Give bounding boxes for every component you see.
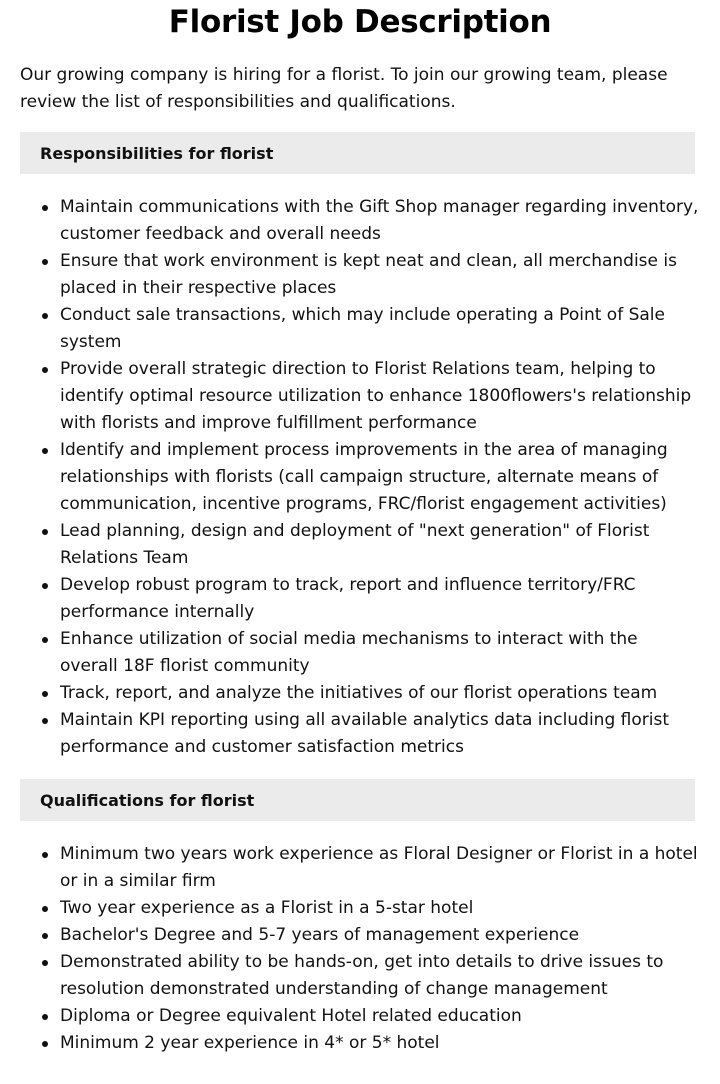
responsibilities-heading — [20, 132, 695, 174]
list-item-text: Maintain communications with the Gift Shop manager regarding inventory, customer feedback and overall needs — [60, 197, 699, 244]
list-item-text: Demonstrated ability to be hands-on, get into details to drive issues to resolution demonstrated understanding of change management — [60, 952, 664, 999]
bullet-icon — [42, 367, 48, 373]
list-item — [20, 707, 700, 761]
list-item-text: Identify and implement process improvements in the area of managing relationships with florists (call campaign structure, alternate means of communication, incentive programs, FRC/florist engagement activities) — [60, 440, 668, 514]
list-item-text: Provide overall strategic direction to Florist Relations team, helping to identify optimal resource utilization to enhance 1800flowers's relationship with florists and improve fulfillment performance — [60, 359, 692, 433]
list-item — [20, 626, 700, 680]
list-item-text: Maintain KPI reporting using all available analytics data including florist performance and customer satisfaction metrics — [60, 710, 669, 757]
list-item — [20, 356, 700, 437]
bullet-icon — [42, 583, 48, 589]
list-item — [20, 518, 700, 572]
list-item — [20, 949, 700, 1003]
bullet-icon — [42, 637, 48, 643]
bullet-icon — [42, 259, 48, 265]
bullet-icon — [42, 960, 48, 966]
list-item — [20, 895, 700, 922]
list-item-text: Develop robust program to track, report and influence territory/FRC performance internally — [60, 575, 636, 622]
list-item — [20, 572, 700, 626]
bullet-icon — [42, 205, 48, 211]
list-item — [20, 841, 700, 895]
bullet-icon — [42, 313, 48, 319]
bullet-icon — [42, 448, 48, 454]
qualifications-heading — [20, 779, 695, 821]
qualifications-heading-text: Qualifications for florist — [40, 790, 255, 810]
list-item — [20, 1030, 700, 1057]
bullet-icon — [42, 852, 48, 858]
list-item-text: Diploma or Degree equivalent Hotel related education — [60, 1006, 522, 1026]
list-item-text: Track, report, and analyze the initiatives of our florist operations team — [60, 683, 658, 703]
bullet-icon — [42, 933, 48, 939]
list-item-text: Lead planning, design and deployment of "next generation" of Florist Relations Team — [60, 521, 650, 568]
bullet-icon — [42, 1041, 48, 1047]
bullet-icon — [42, 1014, 48, 1020]
bullet-icon — [42, 529, 48, 535]
intro-paragraph: Our growing company is hiring for a florist. To join our growing team, please review the list of responsibilities and qualifications. — [20, 65, 668, 112]
bullet-icon — [42, 906, 48, 912]
list-item — [20, 680, 700, 707]
list-item-text: Two year experience as a Florist in a 5-star hotel — [60, 898, 474, 918]
list-item — [20, 922, 700, 949]
list-item — [20, 248, 700, 302]
bullet-icon — [42, 718, 48, 724]
list-item — [20, 194, 700, 248]
list-item-text: Ensure that work environment is kept neat and clean, all merchandise is placed in their respective places — [60, 251, 677, 298]
responsibilities-heading-text: Responsibilities for florist — [40, 143, 274, 163]
list-item-text: Bachelor's Degree and 5-7 years of management experience — [60, 925, 580, 945]
list-item-text: Minimum two years work experience as Floral Designer or Florist in a hotel or in a similar firm — [60, 844, 698, 891]
responsibilities-list — [20, 194, 700, 761]
bullet-icon — [42, 691, 48, 697]
list-item — [20, 437, 700, 518]
list-item — [20, 302, 700, 356]
page-title: Florist Job Description — [168, 4, 552, 40]
list-item — [20, 1003, 700, 1030]
list-item-text: Conduct sale transactions, which may include operating a Point of Sale system — [60, 305, 665, 352]
qualifications-list — [20, 841, 700, 1057]
list-item-text: Minimum 2 year experience in 4* or 5* hotel — [60, 1033, 440, 1053]
list-item-text: Enhance utilization of social media mechanisms to interact with the overall 18F florist community — [60, 629, 638, 676]
